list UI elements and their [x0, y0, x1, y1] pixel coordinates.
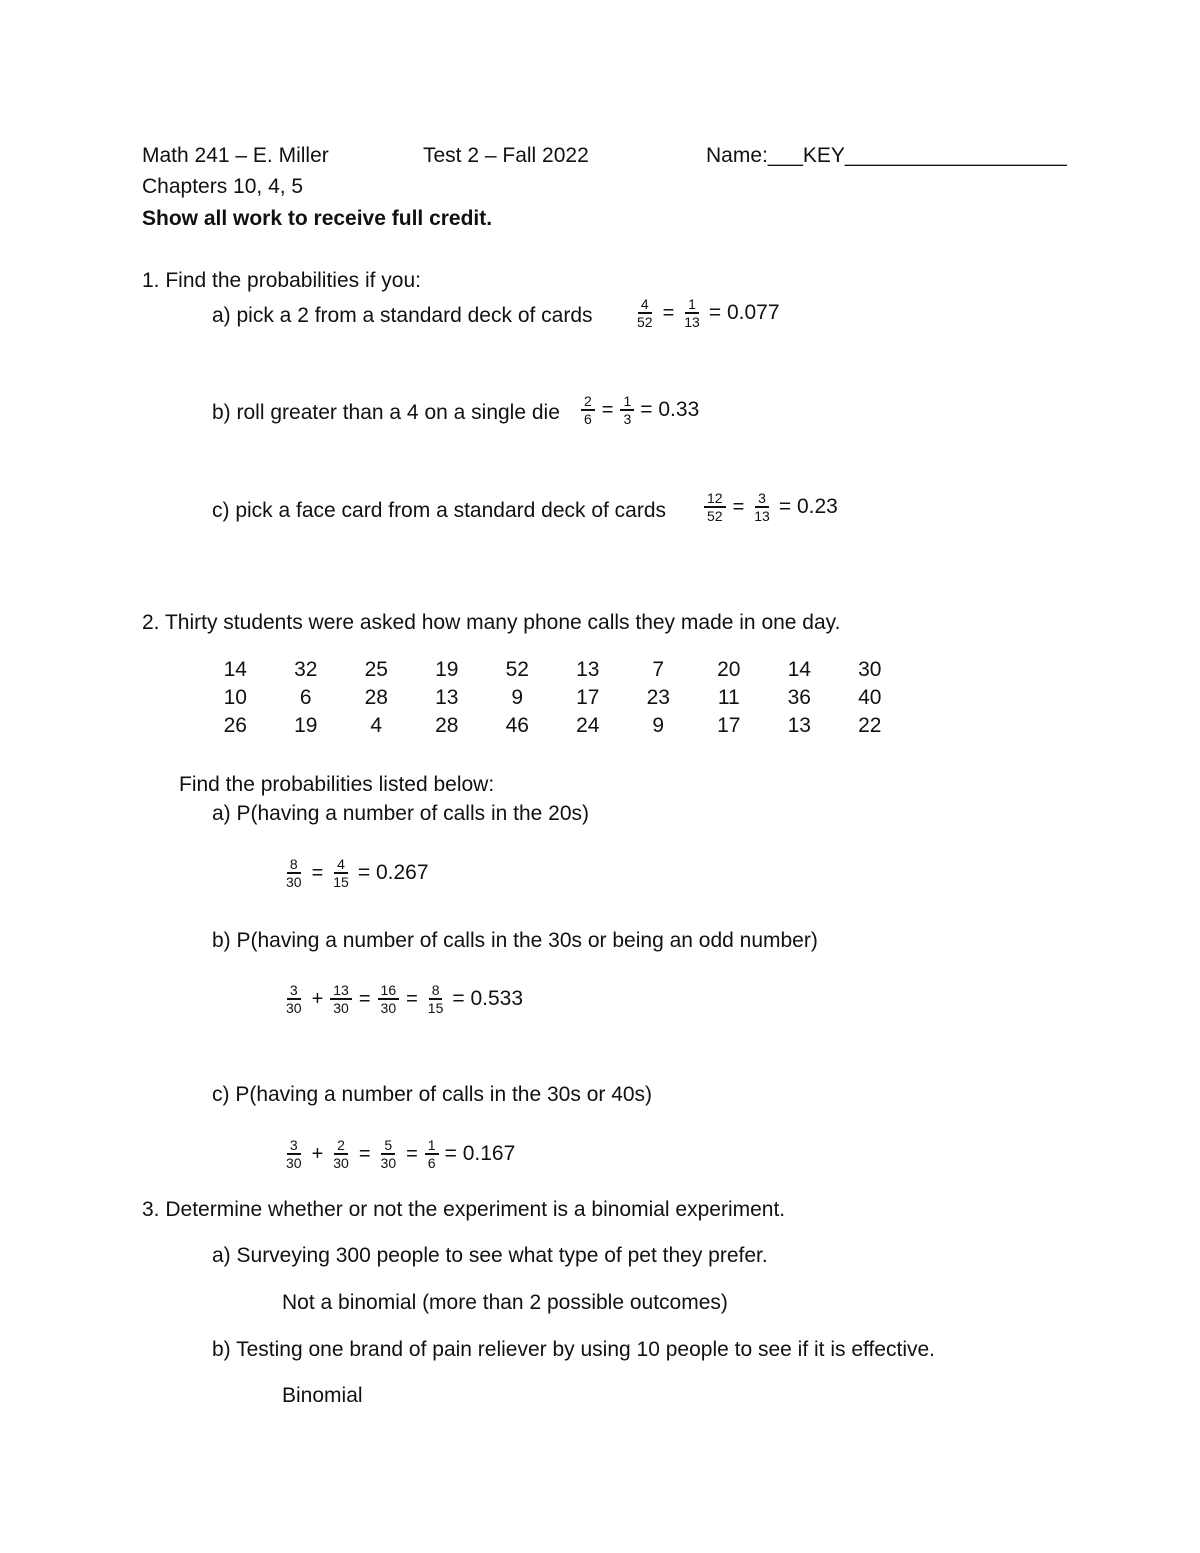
- q3-stem: 3. Determine whether or not the experiment is a binomial experiment.: [142, 1198, 786, 1221]
- table-cell: 9: [652, 714, 665, 737]
- q3a-text: a) Surveying 300 people to see what type of pet they prefer.: [212, 1244, 768, 1267]
- table-row: [200, 684, 905, 712]
- fraction: $\frac{12}{52}$: [704, 490, 726, 524]
- table-cell: 19: [435, 658, 459, 681]
- table-cell: 6: [299, 686, 312, 709]
- table-cell: 13: [787, 714, 811, 737]
- table-cell: 46: [505, 714, 529, 737]
- q2a-answer: $\frac{8}{30}$ = $\frac{4}{15}$ = 0.267: [279, 856, 429, 890]
- q2b-answer: $\frac{3}{30}$ + $\frac{13}{30}$ = $\frac{16}{30}$ = $\frac{8}{15}$ = 0.533: [279, 982, 523, 1016]
- fraction: $\frac{3}{30}$: [286, 982, 302, 1016]
- test-title: Test 2 – Fall 2022: [423, 144, 589, 167]
- q2c-text: c) P(having a number of calls in the 30s or 40s): [212, 1083, 653, 1106]
- fraction: $\frac{2}{6}$: [581, 393, 595, 427]
- fraction: $\frac{1}{6}$: [425, 1137, 439, 1171]
- q1c-answer: $\frac{12}{52}$ = $\frac{3}{13}$ = 0.23: [700, 490, 838, 524]
- table-cell: 7: [652, 658, 665, 681]
- table-cell: 11: [717, 686, 740, 709]
- q1b-text: b) roll greater than a 4 on a single die: [212, 401, 560, 424]
- q2b-text: b) P(having a number of calls in the 30s or being an odd number): [212, 929, 818, 952]
- table-cell: 13: [435, 686, 459, 709]
- q2-stem: 2. Thirty students were asked how many phone calls they made in one day.: [142, 611, 841, 634]
- fraction: $\frac{5}{30}$: [380, 1137, 397, 1171]
- q2c-answer: $\frac{3}{30}$ + $\frac{2}{30}$ = $\frac{5}{30}$ = $\frac{1}{6}$ = 0.167: [279, 1137, 515, 1171]
- table-cell: 22: [858, 714, 882, 737]
- q2a-text: a) P(having a number of calls in the 20s): [212, 802, 590, 825]
- table-cell: 14: [223, 658, 247, 681]
- fraction: $\frac{3}{30}$: [286, 1137, 302, 1171]
- q3a-answer: Not a binomial (more than 2 possible outcomes): [282, 1291, 728, 1314]
- table-cell: 23: [646, 686, 670, 709]
- fraction: $\frac{8}{30}$: [286, 856, 302, 890]
- fraction: $\frac{2}{30}$: [333, 1137, 349, 1171]
- table-cell: 24: [576, 714, 600, 737]
- fraction: $\frac{4}{52}$: [637, 296, 653, 330]
- q1b-answer: $\frac{2}{6}$ = $\frac{1}{3}$ = 0.33: [577, 393, 699, 427]
- table-cell: 26: [223, 714, 247, 737]
- table-row: [200, 712, 905, 740]
- table-cell: 10: [223, 686, 247, 709]
- table-cell: 52: [505, 658, 529, 681]
- name-line: Name:___KEY___________________: [706, 144, 1067, 167]
- course-title: Math 241 – E. Miller: [142, 144, 329, 167]
- q1c-text: c) pick a face card from a standard deck of cards: [212, 499, 667, 522]
- table-cell: 25: [364, 658, 388, 681]
- fraction: $\frac{13}{30}$: [330, 982, 352, 1016]
- table-cell: 30: [858, 658, 882, 681]
- table-cell: 28: [364, 686, 388, 709]
- table-cell: 13: [576, 658, 600, 681]
- fraction: $\frac{1}{13}$: [684, 296, 700, 330]
- table-cell: 17: [717, 714, 741, 737]
- q3b-answer: Binomial: [282, 1384, 363, 1407]
- table-cell: 36: [787, 686, 811, 709]
- q1a-text: a) pick a 2 from a standard deck of cards: [212, 304, 593, 327]
- fraction: $\frac{1}{3}$: [620, 393, 634, 427]
- q3b-text: b) Testing one brand of pain reliever by using 10 people to see if it is effective.: [212, 1338, 936, 1361]
- table-cell: 14: [787, 658, 811, 681]
- instructions: Show all work to receive full credit.: [142, 207, 493, 230]
- fraction: $\frac{3}{13}$: [754, 490, 770, 524]
- table-row: [200, 656, 905, 684]
- q1-stem: 1. Find the probabilities if you:: [142, 269, 421, 292]
- calls-data-table: [200, 656, 905, 740]
- q2-find: Find the probabilities listed below:: [179, 773, 495, 796]
- table-cell: 32: [294, 658, 318, 681]
- table-cell: 28: [435, 714, 459, 737]
- table-cell: 20: [717, 658, 741, 681]
- chapters: Chapters 10, 4, 5: [142, 175, 304, 198]
- table-cell: 19: [294, 714, 318, 737]
- fraction: $\frac{8}{15}$: [427, 982, 444, 1016]
- table-cell: 9: [511, 686, 524, 709]
- fraction: $\frac{16}{30}$: [378, 982, 400, 1016]
- table-cell: 17: [576, 686, 600, 709]
- fraction: $\frac{4}{15}$: [333, 856, 349, 890]
- q1a-answer: $\frac{4}{52}$ = $\frac{1}{13}$ = 0.077: [630, 296, 780, 330]
- table-cell: 4: [370, 714, 383, 737]
- table-cell: 40: [858, 686, 882, 709]
